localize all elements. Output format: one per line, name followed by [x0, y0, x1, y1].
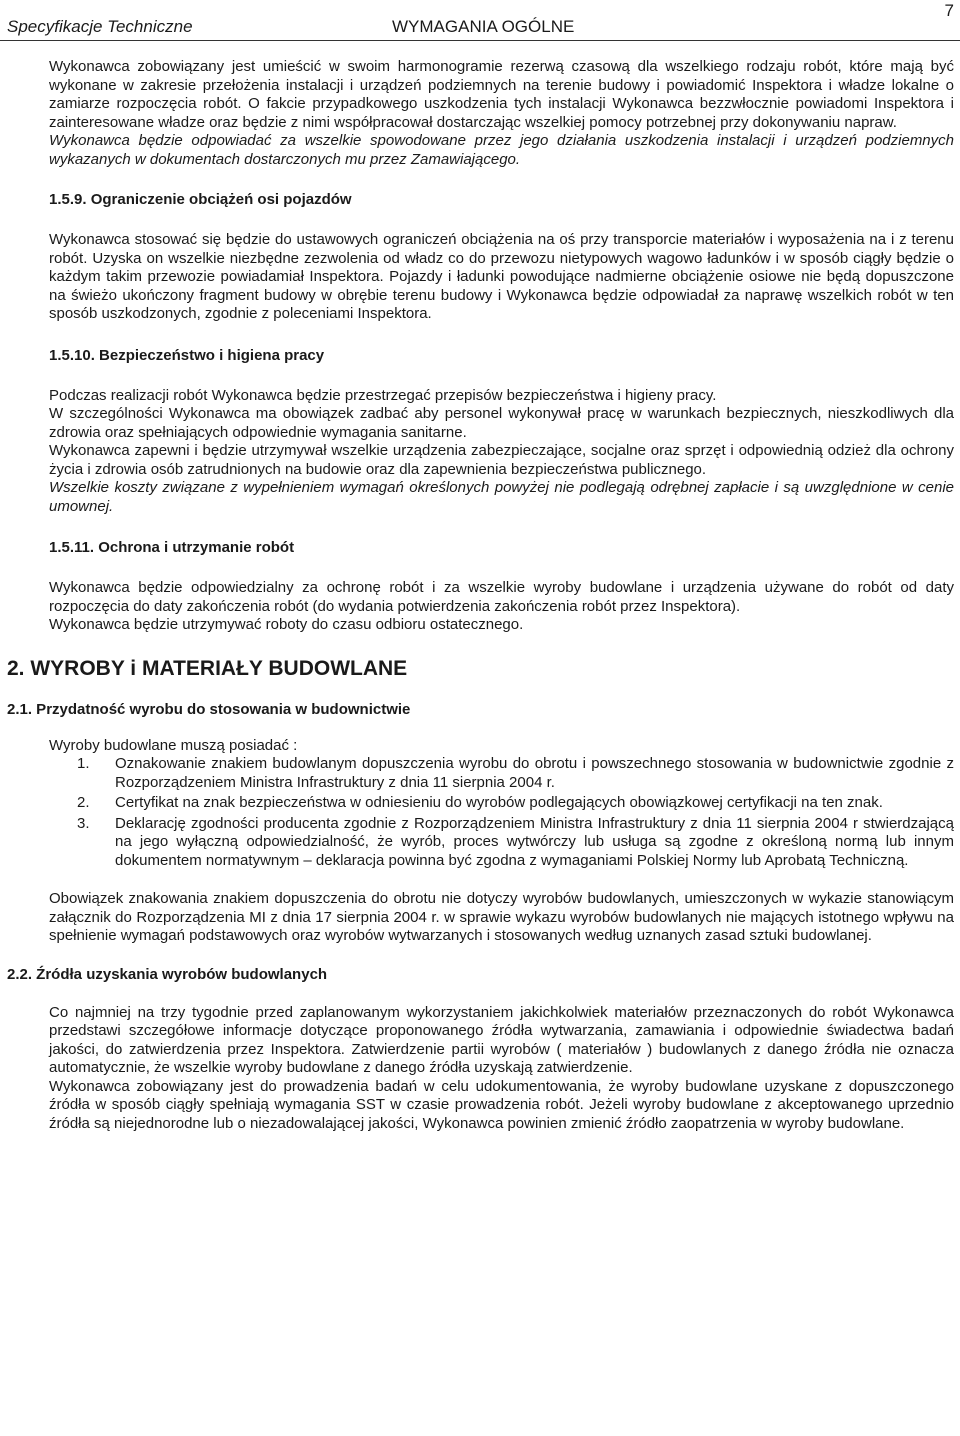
- page-body: [0, 58, 960, 1133]
- section-1-5-9-text: [49, 231, 954, 324]
- paragraph: Wykonawca zobowiązany jest do prowadzenia badań w celu udokumentowania, że wyroby budowlane uzyskane z dopuszczonego źródła w sposób ciągły spełniają wymagania SST w czasie prowadzenia robót. Jeżeli wyroby budowlane z akceptowanego uprzednio źródła są niejednorodne lub o niezadowalającej jakości, Wykonawca powinien zmienić źródło zaopatrzenia w wyroby budowlane.: [49, 1077, 954, 1132]
- paragraph: Wykonawca stosować się będzie do ustawowych ograniczeń obciążenia na oś przy transporcie materiałów i wyposażenia na i z terenu robót. Uzyska on wszelkie niezbędne zezwolenia od władz co do przewozu nietypowych wagowo ładunków i w sposób ciągły będzie o każdym takim przewozie powiadamiał Inspektora. Pojazdy i ładunki powodujące nadmierne obciążenie osiowe nie będą dopuszczone na świeżo ukończony fragment budowy w obrębie terenu budowy i Wykonawca będzie odpowiadał za naprawę wszelkich robót w ten sposób uszkodzonych, zgodnie z poleceniami Inspektora.: [49, 231, 954, 322]
- paragraph: Wyroby budowlane muszą posiadać :: [49, 736, 298, 754]
- list-item-text: Certyfikat na znak bezpieczeństwa w odniesieniu do wyrobów podlegających obowiązkowej certyfikacji na ten znak.: [115, 794, 883, 811]
- list-item-text: Oznakowanie znakiem budowlanym dopuszczenia wyrobu do obrotu i powszechnego stosowania w budownictwie zgodnie z Rozporządzeniem Ministra Infrastruktury z dnia 11 sierpnia 2004 r.: [115, 755, 954, 791]
- section-heading-1-5-9: 1.5.9. Ograniczenie obciążeń osi pojazdów: [49, 191, 352, 208]
- list-item-number: 3.: [77, 814, 90, 832]
- header-document-title: Specyfikacje Techniczne: [7, 17, 193, 36]
- section-heading-2-1: 2.1. Przydatność wyrobu do stosowania w budownictwie: [7, 700, 411, 718]
- paragraph: Co najmniej na trzy tygodnie przed zaplanowanym wykorzystaniem jakichkolwiek materiałów przeznaczonych do robót Wykonawca przedstawi szczegółowe informacje dotyczące proponowanego źródła wytwarzania, zamawiania i odpowiednie świadectwa badań jakości, do zatwierdzenia przez Inspektora. Zatwierdzenie partii wyrobów ( materiałów ) budowlanych z danego źródła nie oznacza automatycznie, że wszelkie wyroby budowlane z danego źródła uzyskają zatwierdzenie.: [49, 1003, 954, 1076]
- section-2-1-intro: [49, 737, 954, 756]
- list-item: [77, 794, 954, 813]
- section-heading-2-2: 2.2. Źródła uzyskania wyrobów budowlanych: [7, 965, 328, 983]
- paragraph-italic: Wszelkie koszty związane z wypełnieniem wymagań określonych powyżej nie podlegają odrębnej zapłacie i są uwzględnione w cenie umownej.: [49, 479, 954, 515]
- paragraph: Podczas realizacji robót Wykonawca będzie przestrzegać przepisów bezpieczeństwa i higieny pracy.: [49, 386, 717, 404]
- intro-block: [49, 58, 954, 169]
- header-section-title: WYMAGANIA OGÓLNE: [392, 17, 575, 36]
- section-1-5-11-text: [49, 579, 954, 635]
- paragraph: Wykonawca będzie odpowiedzialny za ochronę robót i za wszelkie wyroby budowlane i urządzenia używane do robót od daty rozpoczęcia do daty zakończenia robót (do wydania potwierdzenia zakończenia robót przez Inspektora).: [49, 579, 954, 615]
- intro-paragraph: Wykonawca zobowiązany jest umieścić w swoim harmonogramie rezerwą czasową dla wszelkiego rodzaju robót, które mają być wykonane w zakresie przełożenia instalacji i urządzeń podziemnych na terenie budowy i powiadomić Inspektora i władze lokalne o zamiarze rozpoczęcia robót. O fakcie przypadkowego uszkodzenia tych instalacji Wykonawca bezzwłocznie powiadomi Inspektora i zainteresowane władze oraz będzie z nimi współpracował dostarczając wszelkiej pomocy potrzebnej przy dokonywaniu napraw.: [49, 58, 954, 131]
- section-1-5-10-text: [49, 387, 954, 517]
- paragraph: W szczególności Wykonawca ma obowiązek zadbać aby personel wykonywał pracę w warunkach bezpiecznych, nieszkodliwych dla zdrowia oraz spełniających odpowiednie wymagania sanitarne.: [49, 405, 954, 441]
- paragraph: Obowiązek znakowania znakiem dopuszczenia do obrotu nie dotyczy wyrobów budowlanych, umieszczonych w wykazie stanowiącym załącznik do Rozporządzenia MI z dnia 17 sierpnia 2004 r. w sprawie wykazu wyrobów budowlanych nie mających istotnego wpływu na spełnienie wymagań podstawowych oraz wyrobów wytwarzanych i stosowanych według uznanych zasad sztuki budowlanej.: [49, 890, 954, 944]
- page-header: [0, 0, 960, 40]
- paragraph: Wykonawca będzie utrzymywać roboty do czasu odbioru ostatecznego.: [49, 616, 524, 633]
- list-item-text: Deklarację zgodności producenta zgodnie z Rozporządzeniem Ministra Infrastruktury z dnia 11 sierpnia 2004 r stwierdzającą na jego wyłączną odpowiedzialność, że wyrób, proces wytwórczy lub usługa są zgodne z określoną normą lub innym dokumentem normatywnym – deklaracja powinna być zgodna z wymaganiami Polskiej Normy lub Aprobatą Techniczną.: [115, 814, 954, 869]
- chapter-heading-2: 2. WYROBY i MATERIAŁY BUDOWLANE: [7, 656, 408, 680]
- list-item: [77, 814, 954, 871]
- section-heading-1-5-10: 1.5.10. Bezpieczeństwo i higiena pracy: [49, 346, 325, 364]
- list-item-number: 2.: [77, 794, 90, 811]
- page-number: 7: [944, 1, 954, 20]
- header-divider: [0, 40, 960, 41]
- requirements-list: [77, 755, 954, 870]
- section-2-2-text: [49, 1004, 954, 1134]
- list-item-number: 1.: [77, 755, 90, 772]
- section-heading-1-5-11: 1.5.11. Ochrona i utrzymanie robót: [49, 539, 295, 556]
- list-item: [77, 755, 954, 792]
- section-2-1-text: [49, 890, 954, 946]
- paragraph: Wykonawca zapewni i będzie utrzymywał wszelkie urządzenia zabezpieczające, socjalne oraz sprzęt i odpowiednią odzież dla ochrony życia i zdrowia osób zatrudnionych na budowie oraz dla zapewnienia bezpieczeństwa publicznego.: [49, 442, 954, 478]
- intro-paragraph-italic: Wykonawca będzie odpowiadać za wszelkie spowodowane przez jego działania uszkodzenia instalacji i urządzeń podziemnych wykazanych w dokumentach dostarczonych mu przez Zamawiającego.: [49, 132, 954, 168]
